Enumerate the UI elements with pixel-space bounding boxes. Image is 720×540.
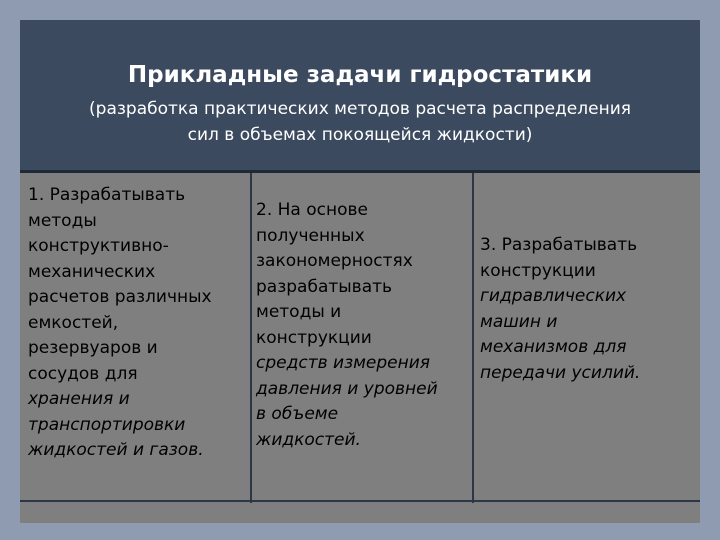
tasks-table <box>20 170 700 523</box>
task-1-text: 1. Разрабатывать методы конструктивно- механических расчетов различных емкостей, резервуаров и сосудов для <box>28 185 212 384</box>
table-bottom-border <box>20 500 700 502</box>
task-column-1 <box>20 173 252 503</box>
task-2-text: 2. На основе полученных закономерностях разрабатывать методы и конструкции <box>256 200 413 348</box>
slide-title: Прикладные задачи гидростатики <box>127 62 593 88</box>
task-column-3 <box>474 173 700 503</box>
task-3-text: 3. Разрабатывать конструкции <box>480 235 638 281</box>
slide <box>20 20 700 520</box>
task-3-italic-text: гидравлических машин и механизмов для передачи усилий. <box>480 286 641 383</box>
task-2-italic-text: средств измерения давления и уровней в объеме жидкостей. <box>256 353 438 450</box>
task-column-2 <box>252 173 474 503</box>
slide-subtitle: (разработка практических методов расчета распределения сил в объемах покоящейся жидкости) <box>89 99 631 145</box>
task-1-italic-text: хранения и транспортировки жидкостей и газов. <box>28 389 204 460</box>
